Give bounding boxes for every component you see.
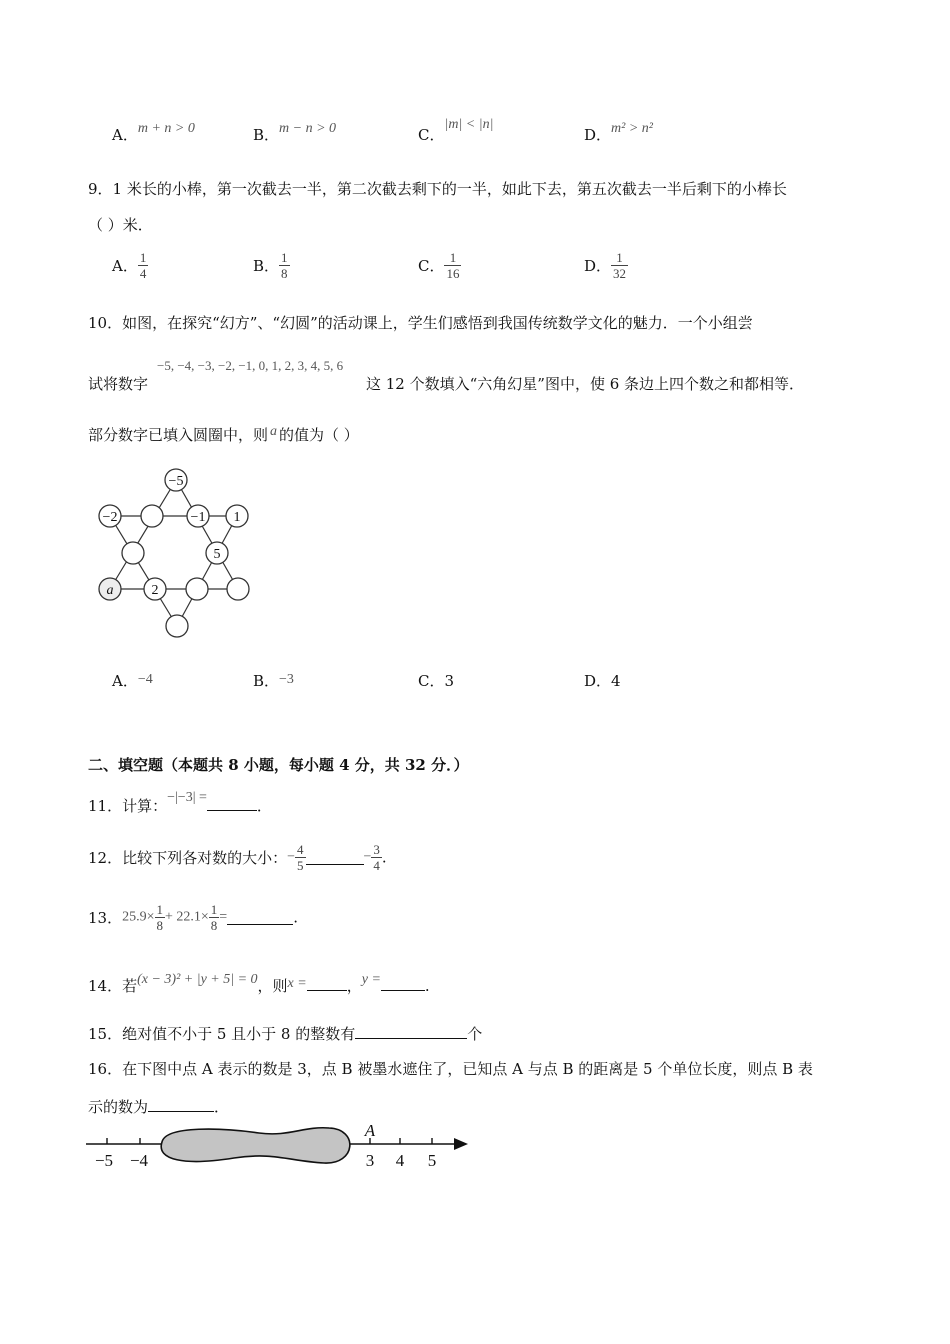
circle-right-bottom xyxy=(227,578,249,600)
q10-option-d: D．4 xyxy=(584,672,621,690)
q8-option-d: D．m² > n² xyxy=(584,121,653,144)
q10-stem-line2-a: 试将数字 xyxy=(88,375,149,393)
q8-option-c-value: |m| < |n| xyxy=(444,117,494,132)
q12-answer-blank[interactable] xyxy=(306,850,364,865)
arrow-head-icon xyxy=(454,1138,468,1150)
q8-option-a-value: m + n > 0 xyxy=(137,121,195,136)
q9-stem-line2: （ ）米． xyxy=(88,216,153,234)
circle-mid-left xyxy=(122,542,144,564)
q10-option-b: B．−3 xyxy=(253,672,294,690)
q15-answer-blank[interactable] xyxy=(355,1024,467,1039)
q14-x-blank[interactable] xyxy=(307,976,347,991)
axis-label-minus4: −4 xyxy=(129,1151,149,1170)
circle-left-bottom-label: a xyxy=(106,583,114,598)
q8-option-c: C．|m| < |n| xyxy=(418,117,494,144)
circle-mid-right-label: 5 xyxy=(213,547,221,562)
q9-stem-line1: 9．1 米长的小棒，第一次截去一半，第二次截去剩下的一半，如此下去，第五次截去一半后剩下的小棒长 xyxy=(88,180,787,198)
q13: 13．25.9× $\frac{1}{8}$ + 22.1× $\frac{1}{8}$ = . xyxy=(88,902,298,933)
circle-inner-br xyxy=(186,578,208,600)
q10-option-c: C．3 xyxy=(418,672,455,690)
circle-inner-tl xyxy=(141,505,163,527)
q9-option-a: A． $\frac{1}{4}$ xyxy=(112,250,147,281)
q9-option-d-fraction: $\frac{1}{32}$ xyxy=(613,250,627,281)
q9-option-c: C． $\frac{1}{16}$ xyxy=(418,250,460,281)
q16-stem-line1: 16．在下图中点 A 表示的数是 3，点 B 被墨水遮住了，已知点 A 与点 B 的距离是 5 个单位长度，则点 B 表 xyxy=(88,1060,813,1078)
q10-option-a: A．−4 xyxy=(112,672,153,690)
point-a-label: A xyxy=(364,1121,376,1140)
q8-option-b: B．m − n > 0 xyxy=(253,121,337,144)
q9-option-b-fraction: $\frac{1}{8}$ xyxy=(281,250,288,281)
q8-option-d-value: m² > n² xyxy=(611,121,653,136)
section-2-title: 二、填空题（本题共 8 小题，每小题 4 分，共 32 分．） xyxy=(88,756,469,774)
number-line-figure xyxy=(84,1120,474,1172)
q16-answer-blank[interactable] xyxy=(148,1097,214,1112)
q10-stem-line1: 10．如图，在探究“幻方”、“幻圆”的活动课上，学生们感悟到我国传统数学文化的魅力．一个小组尝 xyxy=(88,314,753,332)
q12-fraction-1: $\frac{4}{5}$ xyxy=(297,842,304,873)
q8-option-a: A．m + n > 0 xyxy=(112,121,195,144)
axis-label-3: 3 xyxy=(365,1151,375,1170)
circle-right-top-label: 1 xyxy=(233,510,241,525)
q15: 15．绝对值不小于 5 且小于 8 的整数有 个 xyxy=(88,1025,483,1043)
axis-label-5: 5 xyxy=(427,1151,437,1170)
q16-stem-line2: 示的数为 ． xyxy=(88,1098,230,1116)
q14-condition: (x − 3)² + |y + 5| = 0 xyxy=(137,972,258,987)
circle-top-label: −5 xyxy=(168,474,184,489)
q11-answer-blank[interactable] xyxy=(207,796,257,811)
q11-expression: −|−3| = xyxy=(167,790,207,805)
q13-fraction-2: $\frac{1}{8}$ xyxy=(210,902,218,933)
ink-blot xyxy=(161,1128,350,1163)
circle-inner-tr-label: −1 xyxy=(190,510,206,525)
q13-answer-blank[interactable] xyxy=(227,910,293,925)
circle-inner-bl-label: 2 xyxy=(151,583,159,598)
q10-stem-line2-b: 这 12 个数填入“六角幻星”图中，使 6 条边上四个数之和都相等． xyxy=(366,375,805,393)
q10-stem-line3: 部分数字已填入圆圈中，则 a 的值为（ ） xyxy=(88,424,359,444)
q8-option-b-value: m − n > 0 xyxy=(279,121,337,136)
q11: 11．计算：−|−3| = ． xyxy=(88,790,272,815)
circle-left-top-label: −2 xyxy=(102,510,118,525)
q13-fraction-1: $\frac{1}{8}$ xyxy=(156,902,163,933)
q9-option-a-fraction: $\frac{1}{4}$ xyxy=(139,250,147,281)
q12-fraction-2: $\frac{3}{4}$ xyxy=(373,842,380,873)
hexagram-magic-star-figure xyxy=(90,460,270,645)
q12: 12．比较下列各对数的大小：− $\frac{4}{5}$ − $\frac{3}{4}$ . xyxy=(88,842,387,873)
q14: 14．若(x − 3)² + |y + 5| = 0，则x = ，y = . xyxy=(88,972,430,995)
q10-number-list: −5, −4, −3, −2, −1, 0, 1, 2, 3, 4, 5, 6 xyxy=(157,358,344,373)
q14-y-blank[interactable] xyxy=(381,976,425,991)
q9-option-d: D． $\frac{1}{32}$ xyxy=(584,250,627,281)
axis-label-4: 4 xyxy=(395,1151,405,1170)
circle-bottom xyxy=(166,615,188,637)
q9-option-c-fraction: $\frac{1}{16}$ xyxy=(446,250,460,281)
axis-label-minus5: −5 xyxy=(94,1151,114,1170)
q9-option-b: B． $\frac{1}{8}$ xyxy=(253,250,288,281)
